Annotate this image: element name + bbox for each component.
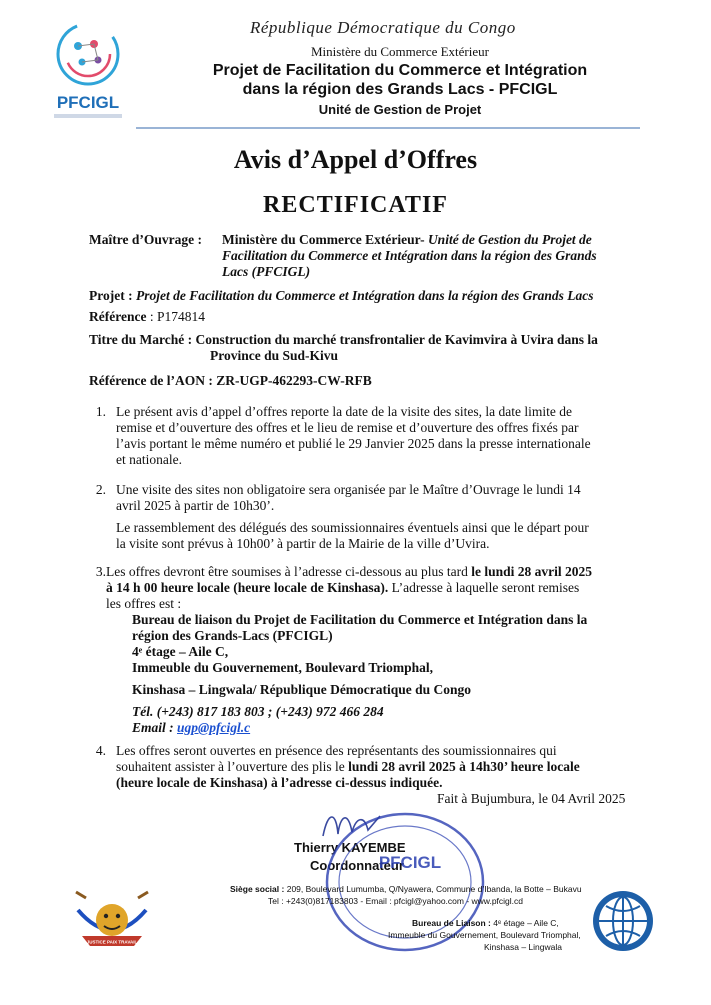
item1-line4: et nationale. <box>116 452 182 467</box>
date-line: Fait à Bujumbura, le 04 Avril 2025 <box>437 791 626 806</box>
pfcigl-logo <box>48 16 128 124</box>
item2b-line2: la visite sont prévus à 10h00’ à partir de la Mairie de la ville d’Uvira. <box>116 536 490 551</box>
reference-line: Référence : P174814 <box>89 309 205 324</box>
item3-line2: à 14 h 00 heure locale (heure locale de Kinshasa). L’adresse à laquelle seront remises <box>106 580 580 595</box>
address-line5: Kinshasa – Lingwala/ République Démocratique du Congo <box>132 682 472 697</box>
address-line2: région des Grands-Lacs (PFCIGL) <box>132 628 333 643</box>
drc-emblem <box>68 880 156 968</box>
world-bank-logo <box>590 888 656 954</box>
telephone-line: Tél. (+243) 817 183 803 ; (+243) 972 466 284 <box>132 704 384 719</box>
project-heading-line1: Projet de Facilitation du Commerce et Intégration <box>212 62 588 79</box>
titre-marche-line: Titre du Marché : Construction du marché transfrontalier de Kavimvira à Uvira dans la <box>89 332 598 347</box>
titre-marche-line2: Province du Sud-Kivu <box>210 348 339 363</box>
footer-siege: Siège social : 209, Boulevard Lumumba, Q/Nyawera, Commune d’Ibanda, la Botte – Bukavu <box>230 884 582 894</box>
ministry-heading: Ministère du Commerce Extérieur <box>311 44 489 59</box>
project-heading-line2: dans la région des Grands Lacs - PFCIGL <box>242 81 558 98</box>
footer-siege-contact: Tel : +243(0)817183803 - Email : pfcigl@yahoo.com - www.pfcigl.cd <box>268 896 524 906</box>
notice-title: Avis d’Appel d’Offres <box>233 145 478 174</box>
item1-line3: l’avis portant le même numéro et publié le 29 Janvier 2025 dans la presse internationale <box>116 436 591 451</box>
emblem-motto: JUSTICE PAIX TRAVAIL <box>86 939 138 945</box>
item-number-1: 1. <box>95 404 106 419</box>
ref-aon-line: Référence de l’AON : ZR-UGP-462293-CW-RFB <box>89 373 372 388</box>
signatory-name: Thierry KAYEMBE <box>294 840 406 855</box>
item-number-2: 2. <box>95 482 106 497</box>
item4-line2: souhaitent assister à l’ouverture des plis le lundi 28 avril 2025 à 14h30’ heure locale <box>116 759 580 774</box>
item-number-4: 4. <box>95 743 106 758</box>
address-line3: 4ᵉ étage – Aile C, <box>132 644 229 659</box>
item4-line3: (heure locale de Kinshasa) à l’adresse ci-dessus indiquée. <box>116 775 443 790</box>
item2b-line1: Le rassemblement des délégués des soumissionnaires éventuels ainsi que le départ pour <box>116 520 589 535</box>
address-line4: Immeuble du Gouvernement, Boulevard Triomphal, <box>132 660 434 675</box>
footer-bureau-line3: Kinshasa – Lingwala <box>484 942 562 952</box>
item-number-3: 3. <box>95 564 106 579</box>
stamp-center-text: PFCIGL <box>378 853 442 872</box>
footer-bureau-line2: Immeuble du Gouvernement, Boulevard Triomphal, <box>388 930 581 940</box>
item3-line3: les offres est : <box>106 596 182 611</box>
projet-line: Projet : Projet de Facilitation du Commerce et Intégration dans la région des Grands Lacs <box>89 288 594 303</box>
footer-bureau: Bureau de Liaison : 4ᵉ étage – Aile C, <box>412 918 559 928</box>
email-link[interactable]: ugp@pfcigl.c <box>177 720 251 735</box>
notice-subtitle: RECTIFICATIF <box>263 192 448 218</box>
signatory-title: Coordonnateur <box>310 858 404 873</box>
item3-line1: Les offres devront être soumises à l’adresse ci-dessous au plus tard le lundi 28 avril 2025 <box>106 564 593 579</box>
item2-line2: avril 2025 à partir de 10h30’. <box>116 498 275 513</box>
header-rule <box>136 127 640 129</box>
unit-heading: Unité de Gestion de Projet <box>318 102 482 117</box>
maitre-value: Ministère du Commerce Extérieur- Unité de Gestion du Projet de <box>222 232 592 247</box>
item2-line1: Une visite des sites non obligatoire sera organisée par le Maître d’Ouvrage le lundi 14 <box>116 482 581 497</box>
item1-line1: Le présent avis d’appel d’offres reporte la date de la visite des sites, la date limite de <box>116 404 572 419</box>
item1-line2: remise et d’ouverture des offres et le lieu de remise et d’ouverture des offres fixés par <box>116 420 579 435</box>
maitre-value-line2: Facilitation du Commerce et Intégration dans la région des Grands <box>222 248 597 263</box>
address-line1: Bureau de liaison du Projet de Facilitation du Commerce et Intégration dans la <box>132 612 588 627</box>
item4-line1: Les offres seront ouvertes en présence des représentants des soumissionnaires qui <box>116 743 557 758</box>
logo-text: PFCIGL <box>56 93 120 112</box>
republic-heading: République Démocratique du Congo <box>250 18 516 37</box>
email-line: Email : ugp@pfcigl.c <box>132 720 251 735</box>
maitre-value-line3: Lacs (PFCIGL) <box>222 264 311 279</box>
maitre-label: Maître d’Ouvrage : <box>89 232 202 247</box>
